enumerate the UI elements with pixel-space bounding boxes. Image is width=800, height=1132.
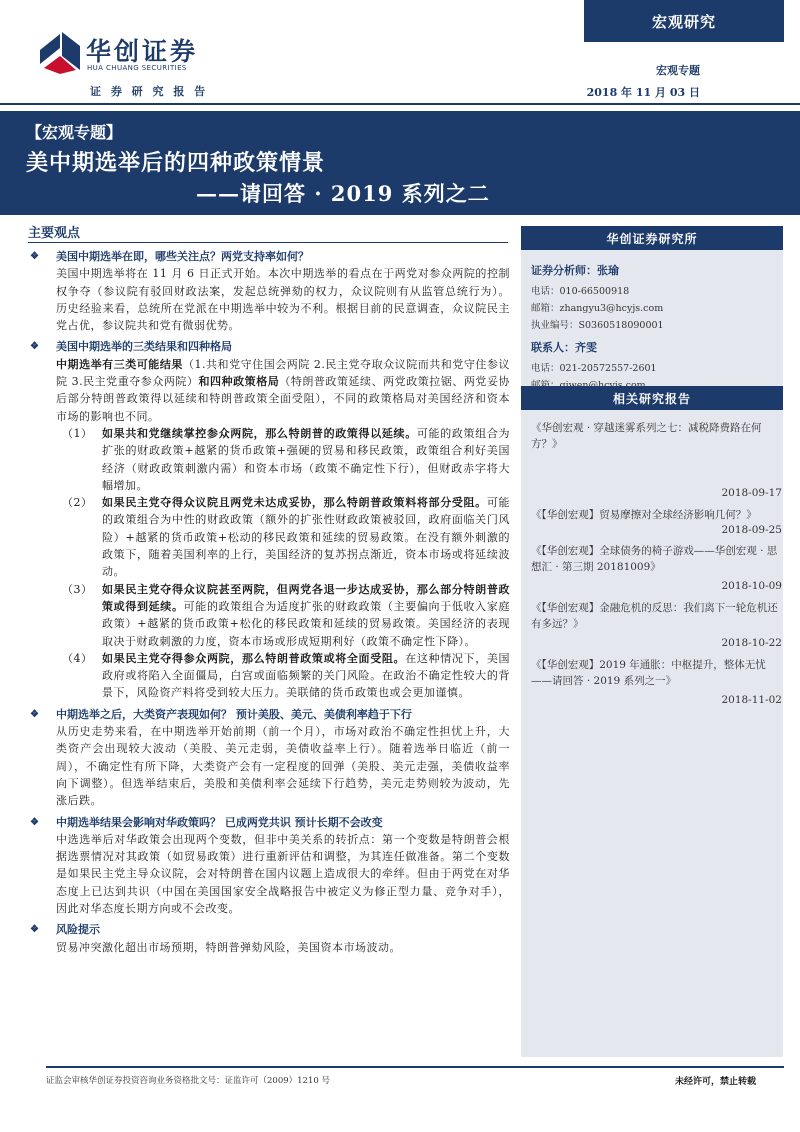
- scenario-item: （1） 如果共和党继续掌控参众两院，那么特朗普的政策得以延续。可能的政策组合为扩张的财政政策+越紧的货币政策+强硬的贸易和移民政策，政策组合利好美国经济（财政政策刺激内需）和资本市场（政策不确定性下行），但财政赤字将大幅增加。: [62, 426, 511, 492]
- institute-header: 华创证券研究所: [521, 226, 783, 250]
- analyst-license: 执业编号：S0360518090001: [531, 320, 664, 331]
- bullet-heading: ❖ 中期选举结果会影响对华政策吗？ 已成两党共识 预计长期不会改变: [28, 814, 510, 831]
- analyst-email[interactable]: 邮箱：zhangyu3@hcyjs.com: [531, 303, 664, 314]
- related-report-date: 2018-10-09: [721, 580, 782, 592]
- brand-logo-icon: [40, 30, 80, 74]
- bullet-heading: ❖ 中期选举之后，大类资产表现如何？ 预计美股、美元、美债利率趋于下行: [28, 706, 510, 723]
- related-report-date: 2018-09-17: [721, 487, 782, 499]
- bullet-paragraph: 美国中期选举将在 11 月 6 日正式开始。本次中期选举的看点在于两党对参众两院的控制权争夺（参议院有驳回财政法案，发起总统弹劾的权力，众议院则有从监管总统行为）。历史经验来看，总统所在党派在中期选举中较为不利。根据目前的民意调查，众议院民主党占优，参议院共和党有微弱优势。: [56, 267, 510, 333]
- related-report-title[interactable]: 《【华创宏观】全球债务的椅子游戏——华创宏观 · 思想汇 · 第三期 20181009》: [531, 545, 778, 573]
- scenario-item: （3） 如果民主党夺得众议院甚至两院，但两党各退一步达成妥协，那么部分特朗普政策或得到延续。可能的政策组合为适度扩张的财政政策（主要偏向于低收入家庭政策）+越紧的货币政策+松化的移民政策和延续的贸易政策。美国经济的表现取决于财政刺激的力度，资本市场或形成短期利好（政策不确定性下降）。: [62, 582, 511, 648]
- bullet-paragraph: 从历史走势来看，在中期选举开始前期（前一个月），市场对政治不确定性担忧上升，大类资产会出现较大波动（美股、美元走弱，美债收益率上行）。随着选举日临近（前一周），不确定性有所下降，大类资产会有一定程度的回弹（美股、美元走强，美债收益率向下调整）。但选举结束后，美股和美债利率会延续下行趋势，美元走势则较为波动，先涨后跌。: [56, 725, 510, 808]
- footer-divider: [46, 1066, 784, 1068]
- main-content: [28, 248, 510, 956]
- bullet-heading: ❖ 美国中期选举在即，哪些关注点？两党支持率如何？: [28, 248, 510, 265]
- analyst-name: 证券分析师：张瑜: [531, 264, 619, 277]
- analyst-phone: 电话：010-66500918: [531, 286, 630, 297]
- report-type: 宏观专题: [656, 64, 700, 77]
- diamond-bullet-icon: ❖: [30, 708, 39, 720]
- related-reports-header: 相关研究报告: [521, 386, 783, 410]
- report-title: 美中期选举后的四种政策情景: [26, 150, 326, 176]
- title-tag: 【宏观专题】: [26, 123, 123, 142]
- related-report-title[interactable]: 《【华创宏观】金融危机的反思：我们离下一轮危机还有多远？》: [531, 602, 778, 630]
- diamond-bullet-icon: ❖: [30, 924, 39, 936]
- related-report-date: 2018-09-25: [721, 524, 782, 536]
- related-report-title[interactable]: 《【华创宏观】2019 年通胀：中枢提升，整体无忧——请回答 · 2019 系列之一》: [531, 659, 766, 687]
- bullet-paragraph: 中期选举有三类可能结果（1.共和党守住国会两院 2.民主党夺取众议院而共和党守住参议院 3.民主党重夺参众两院）和四种政策格局（特朗普政策延续、两党政策拉锯、两党妥协后部分特朗普政策得以延续和特朗普政策全面受阻），不同的政策格局对美国经济和资本市场的影响也不同。: [56, 357, 511, 423]
- brand-name-en: HUA CHUANG SECURITIES: [87, 64, 187, 72]
- contact-name: 联系人：齐雯: [531, 341, 597, 354]
- footer-notice: 未经许可，禁止转载: [674, 1077, 756, 1087]
- diamond-bullet-icon: ❖: [30, 251, 39, 262]
- related-report-date: 2018-10-22: [721, 637, 782, 649]
- scenario-item: （4） 如果民主党夺得参众两院，那么特朗普政策或将全面受阻。在这种情况下，美国政府或将陷入全面僵局，白宫或面临频繁的关门风险。在政治不确定性较大的背景下，风险资产料将受到较大压力。美联储的货币政策也或会更加谨慎。: [62, 651, 511, 700]
- brand-name-cn: 华创证券: [86, 37, 199, 66]
- related-report-title[interactable]: 《【华创宏观】贸易摩擦对全球经济影响几何？》: [531, 509, 757, 521]
- bullet-heading: ❖ 美国中期选举的三类结果和四种格局: [28, 338, 510, 355]
- bullet-paragraph: 中选选举后对华政策会出现两个变数，但非中美关系的转折点：第一个变数是特朗普会根据选票情况对其政策（如贸易政策）进行重新评估和调整，为其连任做准备。第二个变数是如果民主党主导众议院，会对特朗普在国内议题上造成很大的牵绊。但由于两党在对华态度上已达到共识（中国在美国国家安全战略报告中被定义为修正型力量、竞争对手），因此对华态度长期方向或不会改变。: [56, 832, 510, 915]
- research-report-label: 证 券 研 究 报 告: [90, 85, 209, 98]
- related-report-date: 2018-11-02: [721, 694, 782, 706]
- report-subtitle: ——请回答 · 2019 系列之二: [196, 181, 490, 206]
- footer-license: 证监会审核华创证券投资咨询业务资格批文号：证监许可（2009）1210 号: [46, 1076, 330, 1086]
- header-divider: [0, 103, 800, 105]
- section-title: 主要观点: [28, 226, 81, 241]
- category-tab: 宏观研究: [584, 0, 784, 42]
- diamond-bullet-icon: ❖: [30, 816, 39, 828]
- related-report-title[interactable]: 《华创宏观 · 穿越迷雾系列之七：减税降费路在何方？》: [531, 422, 762, 450]
- diamond-bullet-icon: ❖: [30, 341, 39, 353]
- report-date: 2018 年 11 月 03 日: [586, 86, 700, 99]
- section-divider: [28, 242, 508, 243]
- scenario-item: （2） 如果民主党夺得众议院且两党未达成妥协，那么特朗普政策料将部分受阻。可能的政策组合为中性的财政政策（额外的扩张性财政政策被驳回，政府面临关门风险）+越紧的货币政策+松动的移民政策和延续的贸易政策。在没有额外刺激的政策下，随着美国利率的上行，美国经济的复苏拐点渐近，资本市场或将延续波动。: [62, 496, 511, 579]
- bullet-paragraph: 贸易冲突激化超出市场预期，特朗普弹劾风险，美国资本市场波动。: [56, 940, 401, 954]
- bullet-heading: ❖ 风险提示: [28, 921, 510, 938]
- contact-phone: 电话：021-20572557-2601: [531, 363, 657, 374]
